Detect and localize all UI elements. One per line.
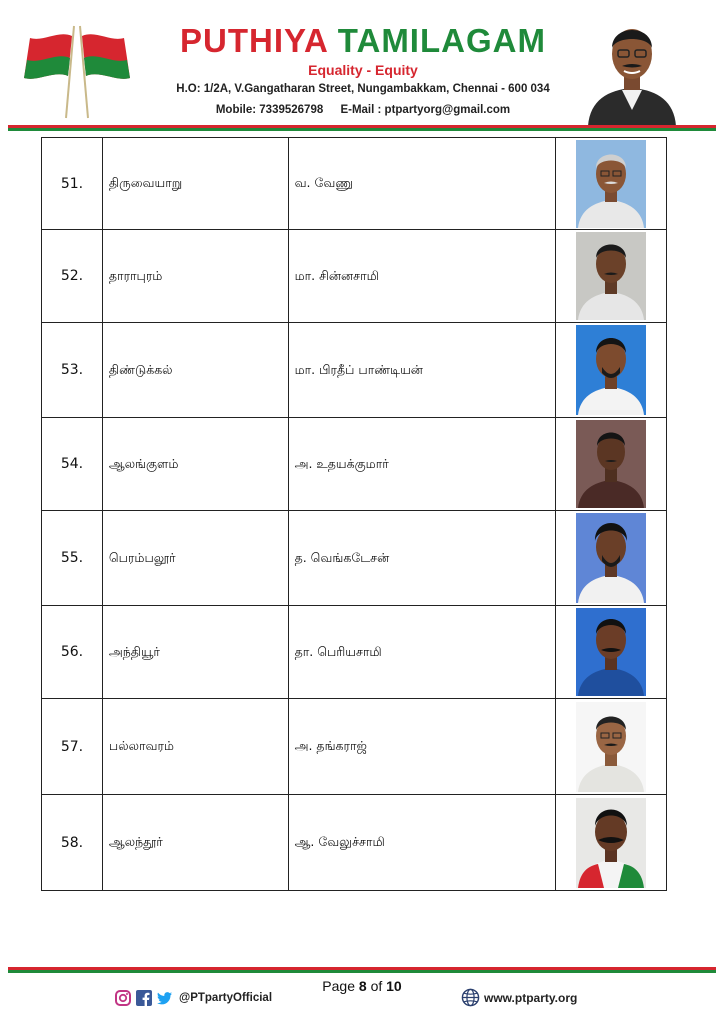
email-address: E-Mail : ptpartyorg@gmail.com [340, 104, 511, 116]
photo-cell [556, 699, 667, 795]
letterhead [0, 0, 724, 132]
candidate-photo [576, 140, 646, 228]
page-total: 10 [386, 978, 402, 994]
candidate-name: தா. பெரியசாமி [288, 606, 556, 699]
constituency-name: ஆலந்தூர் [102, 795, 288, 891]
candidate-photo [576, 420, 646, 508]
serial-number: 58. [42, 795, 103, 891]
website-url[interactable]: www.ptparty.org [484, 990, 578, 1005]
party-name-part2: TAMILAGAM [337, 22, 546, 59]
constituency-name: திண்டுக்கல் [102, 323, 288, 418]
party-tagline: Equality - Equity [308, 62, 418, 78]
constituency-name: ஆலங்குளம் [102, 418, 288, 511]
candidate-name: அ. தங்கராஜ் [288, 699, 556, 795]
party-name-part1: PUTHIYA [180, 22, 328, 59]
constituency-name: பல்லாவரம் [102, 699, 288, 795]
instagram-icon[interactable] [115, 990, 131, 1006]
social-links [115, 989, 272, 1007]
serial-number: 56. [42, 606, 103, 699]
serial-number: 51. [42, 138, 103, 230]
serial-number: 52. [42, 230, 103, 323]
constituency-name: பெரம்பலூர் [102, 511, 288, 606]
table-row [42, 418, 667, 511]
candidate-photo [576, 702, 646, 792]
candidate-name: மா. சின்னசாமி [288, 230, 556, 323]
table-row [42, 606, 667, 699]
party-flags-logo [22, 22, 132, 122]
facebook-icon[interactable] [136, 990, 152, 1006]
constituency-name: தாராபுரம் [102, 230, 288, 323]
table-row [42, 699, 667, 795]
social-handle[interactable]: @PTpartyOfficial [179, 992, 273, 1004]
table-row [42, 230, 667, 323]
constituency-name: திருவையாறு [102, 138, 288, 230]
photo-cell [556, 511, 667, 606]
candidate-photo [576, 232, 646, 320]
table-row [42, 511, 667, 606]
mobile-number: Mobile: 7339526798 [215, 104, 324, 116]
candidate-photo [576, 798, 646, 888]
serial-number: 57. [42, 699, 103, 795]
constituency-name: அந்தியூர் [102, 606, 288, 699]
candidate-photo [576, 325, 646, 415]
contact-line [147, 104, 579, 116]
page-current: 8 [358, 978, 367, 994]
page-label: Page [322, 978, 355, 994]
head-office-address: H.O: 1/2A, V.Gangatharan Street, Nungambakkam, Chennai - 600 034 [176, 83, 550, 95]
leader-portrait [582, 14, 682, 126]
photo-cell [556, 418, 667, 511]
candidate-name: மா. பிரதீப் பாண்டியன் [288, 323, 556, 418]
serial-number: 55. [42, 511, 103, 606]
table-row [42, 323, 667, 418]
page-number [0, 978, 724, 994]
photo-cell [556, 606, 667, 699]
photo-cell [556, 323, 667, 418]
serial-number: 53. [42, 323, 103, 418]
candidate-name: அ. உதயக்குமார் [288, 418, 556, 511]
candidate-photo [576, 513, 646, 603]
table-row [42, 795, 667, 891]
candidate-name: த. வெங்கடேசன் [288, 511, 556, 606]
photo-cell [556, 138, 667, 230]
twitter-icon[interactable] [157, 990, 173, 1006]
party-name [147, 22, 579, 60]
candidate-name: வ. வேணு [288, 138, 556, 230]
photo-cell [556, 795, 667, 891]
table-row [42, 138, 667, 230]
page-of: of [370, 978, 383, 994]
candidate-photo [576, 608, 646, 696]
header-green-stripe [8, 128, 716, 131]
candidate-name: ஆ. வேலுச்சாமி [288, 795, 556, 891]
globe-icon [461, 988, 480, 1007]
serial-number: 54. [42, 418, 103, 511]
candidate-table [41, 137, 667, 891]
photo-cell [556, 230, 667, 323]
website-link[interactable] [461, 988, 577, 1007]
page-footer [0, 960, 724, 1024]
